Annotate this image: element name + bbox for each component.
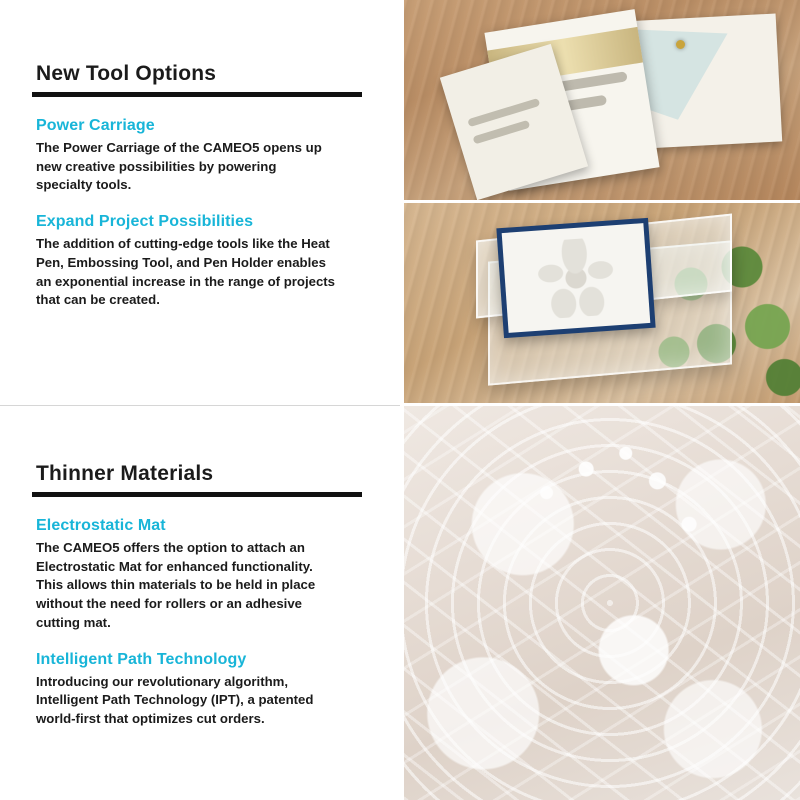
block-power-carriage (32, 117, 368, 195)
section-divider (0, 405, 400, 406)
block-expand-project-possibilities (32, 213, 368, 310)
title-rule (32, 492, 362, 497)
block-electrostatic-mat (32, 517, 368, 633)
block-title: Expand Project Possibilities (36, 213, 254, 231)
page-title: New Tool Options (36, 62, 217, 85)
script-line (467, 98, 540, 127)
gold-dot (676, 40, 685, 49)
section-new-tool-options (0, 62, 400, 328)
block-title: Electrostatic Mat (36, 517, 166, 534)
block-title: Intelligent Path Technology (36, 650, 247, 668)
photo-greeting-cards (404, 0, 800, 200)
navy-card-graphic (496, 218, 655, 338)
block-intelligent-path-technology (32, 651, 368, 729)
block-body: The addition of cutting-edge tools like the Heat Pen, Embossing Tool, and Pen Holder enables an exponential increase in the range of projects that can be created. (36, 236, 335, 308)
photo-embossed-card (404, 203, 800, 403)
block-body: Introducing our revolutionary algorithm, Intelligent Path Technology (IPT), a patented world-first that optimizes cut orders. (36, 673, 314, 727)
section-thinner-materials (0, 462, 400, 747)
block-body: The Power Carriage of the CAMEO5 opens up new creative possibilities by powering specialty tools. (36, 140, 322, 193)
embossed-flower-graphic (534, 236, 617, 319)
block-body: The CAMEO5 offers the option to attach an Electrostatic Mat for enhanced functionality. This allows thin materials to be held in place without the need for rollers or an adhesive cutting mat. (36, 540, 316, 630)
block-title: Power Carriage (36, 117, 155, 134)
page-title: Thinner Materials (36, 462, 214, 485)
white-card-graphic (502, 223, 651, 333)
lace-holes (404, 406, 800, 800)
title-rule (32, 92, 362, 97)
photo-lace-cutting (404, 406, 800, 800)
